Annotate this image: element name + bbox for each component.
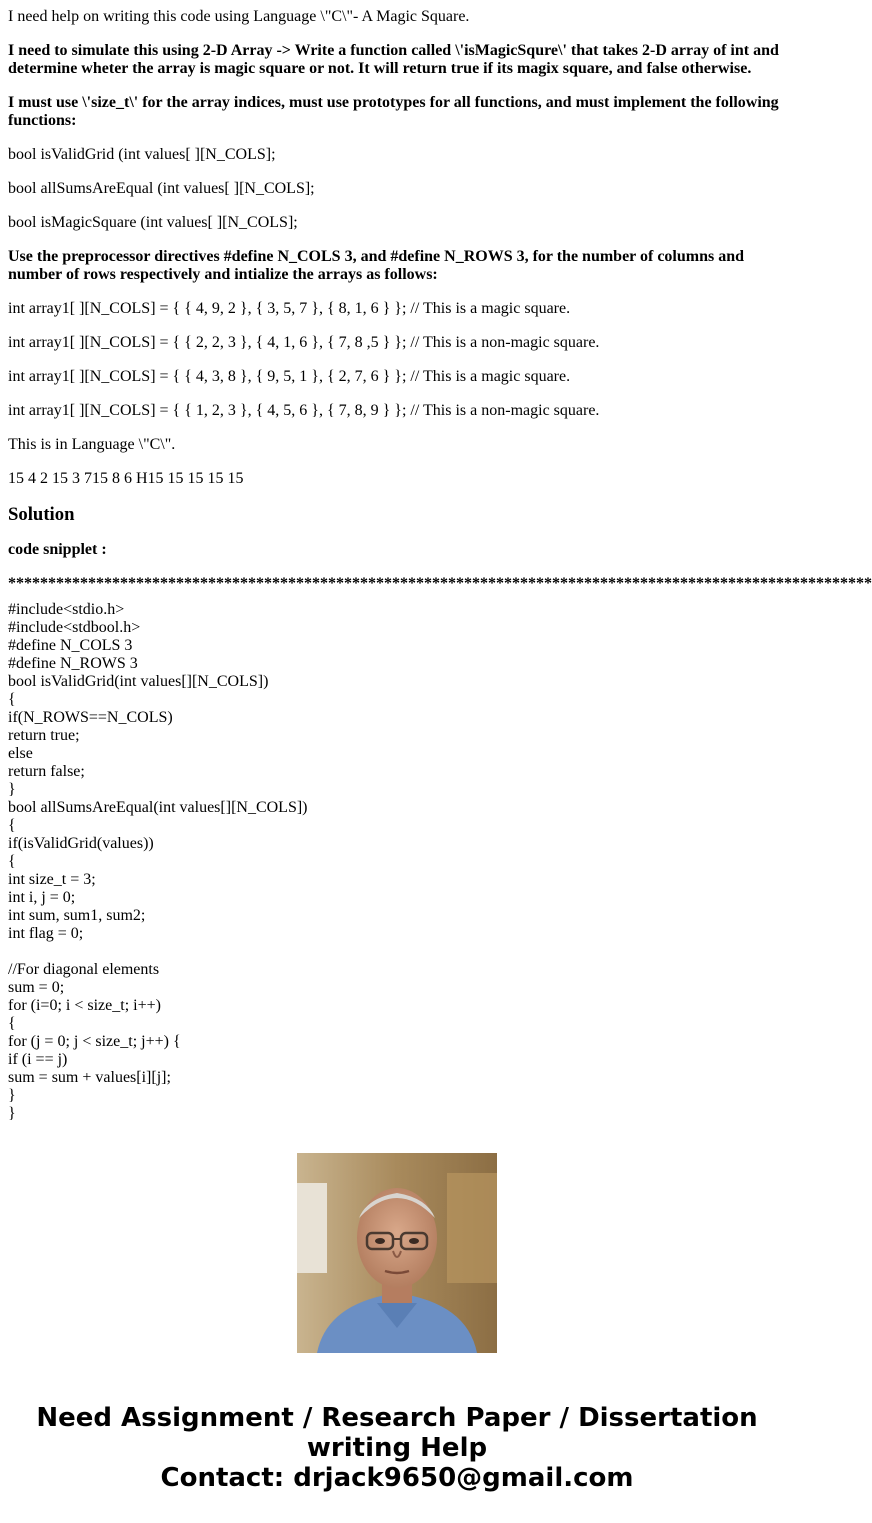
author-avatar — [297, 1153, 497, 1353]
code-line: for (j = 0; j < size_t; j++) { — [8, 1033, 181, 1050]
author-portrait-image — [297, 1153, 497, 1353]
code-line: //For diagonal elements — [8, 961, 160, 978]
code-line: if (i == j) — [8, 1051, 68, 1068]
code-line: int size_t = 3; — [8, 871, 96, 888]
function-prototype-isvalidgrid: bool isValidGrid (int values[ ][N_COLS]; — [8, 146, 276, 163]
code-line: } — [8, 1087, 16, 1104]
code-line: #define N_COLS 3 — [8, 637, 133, 654]
code-line: sum = 0; — [8, 979, 65, 996]
solution-heading: Solution — [8, 504, 75, 525]
array-init-2: int array1[ ][N_COLS] = { { 2, 2, 3 }, { 4, 1, 6 }, { 7, 8 ,5 } }; // This is a non-magic square. — [8, 334, 600, 351]
code-line: #include<stdio.h> — [8, 601, 125, 618]
code-line — [8, 943, 794, 961]
code-line: else — [8, 745, 33, 762]
code-line: if(isValidGrid(values)) — [8, 835, 154, 852]
code-line: int sum, sum1, sum2; — [8, 907, 146, 924]
code-line: { — [8, 691, 16, 708]
question-requirement-preprocessor: Use the preprocessor directives #define N_COLS 3, and #define N_ROWS 3, for the number of columns and number of rows respectively and intialize the arrays as follows: — [8, 248, 745, 283]
code-line: #define N_ROWS 3 — [8, 655, 138, 672]
footer-contact — [0, 1403, 794, 1493]
code-line: return false; — [8, 763, 85, 780]
question-numbers: 15 4 2 15 3 715 8 6 H15 15 15 15 15 — [8, 470, 244, 487]
question-intro: I need help on writing this code using Language \"C\"- A Magic Square. — [8, 8, 470, 25]
code-line: #include<stdbool.h> — [8, 619, 141, 636]
array-init-1: int array1[ ][N_COLS] = { { 4, 9, 2 }, { 3, 5, 7 }, { 8, 1, 6 } }; // This is a magic square. — [8, 300, 571, 317]
function-prototype-ismagicsquare: bool isMagicSquare (int values[ ][N_COLS]; — [8, 214, 298, 231]
function-prototype-allsumsareequal: bool allSumsAreEqual (int values[ ][N_COLS]; — [8, 180, 315, 197]
code-line: { — [8, 817, 16, 834]
code-line: for (i=0; i < size_t; i++) — [8, 997, 161, 1014]
code-line: bool isValidGrid(int values[][N_COLS]) — [8, 673, 269, 690]
code-line: return true; — [8, 727, 80, 744]
footer-line-1: Need Assignment / Research Paper / Dissertation — [36, 1403, 758, 1433]
code-line: sum = sum + values[i][j]; — [8, 1069, 171, 1086]
code-snippet — [8, 601, 794, 1122]
code-line: { — [8, 853, 16, 870]
code-line: if(N_ROWS==N_COLS) — [8, 709, 173, 726]
question-language-note: This is in Language \"C\". — [8, 436, 176, 453]
footer-line-2: writing Help — [306, 1433, 488, 1463]
array-init-3: int array1[ ][N_COLS] = { { 4, 3, 8 }, { 9, 5, 1 }, { 2, 7, 6 } }; // This is a magic square. — [8, 368, 571, 385]
array-init-4: int array1[ ][N_COLS] = { { 1, 2, 3 }, { 4, 5, 6 }, { 7, 8, 9 } }; // This is a non-magic square. — [8, 402, 600, 419]
question-requirement-array: I need to simulate this using 2-D Array -> Write a function called \'isMagicSqure\' that takes 2-D array of int and determine wheter the array is magic square or not. It will return true if its magix square, and false otherwise. — [8, 42, 779, 77]
code-line: } — [8, 1105, 16, 1122]
code-snippet-label: code snipplet : — [8, 541, 107, 558]
code-line: int flag = 0; — [8, 925, 84, 942]
footer-contact-email: Contact: drjack9650@gmail.com — [160, 1463, 634, 1493]
code-line: int i, j = 0; — [8, 889, 76, 906]
code-line: { — [8, 1015, 16, 1032]
question-requirement-size-t: I must use \'size_t\' for the array indices, must use prototypes for all functions, and must implement the following functions: — [8, 94, 779, 129]
code-line: } — [8, 781, 16, 798]
stars-divider: ************************************************************************************************************ — [8, 575, 872, 592]
code-line: bool allSumsAreEqual(int values[][N_COLS]) — [8, 799, 308, 816]
question-content — [8, 8, 872, 1122]
